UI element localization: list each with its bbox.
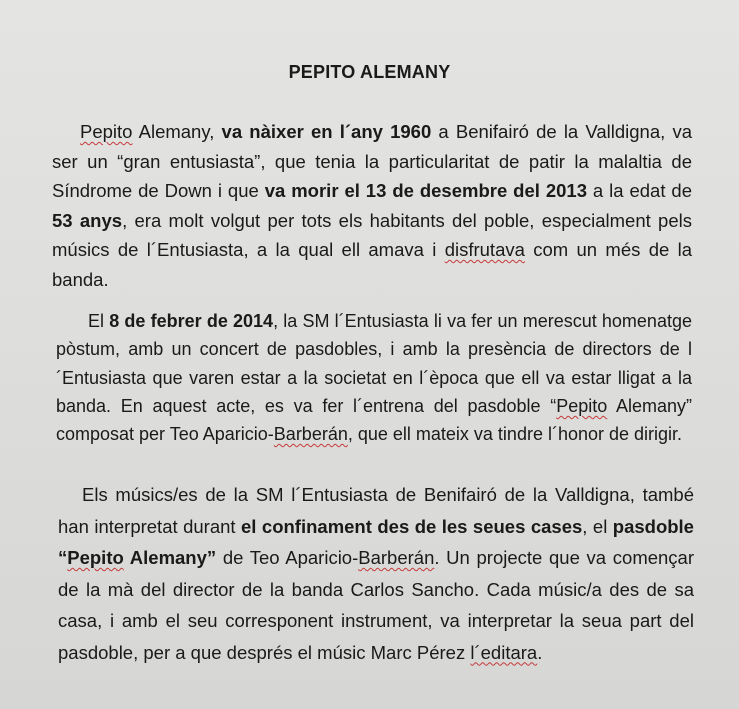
document-title: PEPITO ALEMANY — [288, 62, 451, 82]
spell-marked-word: disfrutava — [444, 239, 525, 260]
spell-marked-word: Barberán — [358, 547, 435, 568]
paragraph-1: Pepito Alemany, va nàixer en l´any 1960 a Benifairó de la Valldigna, va ser un “gran entusiasta”, que tenia la particularitat de patir la malaltia de Síndrome de Down i que va morir el 13 de desembre del 2013 a la edat de 53 anys, era molt volgut per tots els habitants del poble, especialment pels músics de l´Entusiasta, a la qual ell amava i disfrutava com un més de la banda. — [52, 121, 692, 290]
paragraph-3: Els músics/es de la SM l´Entusiasta de Benifairó de la Valldigna, també han interpretat durant el confinament des de les seues cases, el pasdoble “Pepito Alemany” de Teo Aparicio-Barberán. Un projecte que va començar de la mà del director de la banda Carlos Sancho. Cada músic/a des de sa casa, i amb el seu corresponent instrument, va interpretar la seua part del pasdoble, per a que després el músic Marc Pérez l´editara. — [58, 484, 695, 663]
spell-marked-word: Pepito — [67, 547, 124, 568]
spell-marked-word: Pepito — [80, 121, 133, 142]
spell-marked-word: Pepito — [556, 395, 608, 416]
spell-marked-word: Barberán — [273, 424, 348, 445]
paragraph-2: El 8 de febrer de 2014, la SM l´Entusiasta li va fer un merescut homenatge pòstum, amb un concert de pasdobles, i amb la presència de directors de l´Entusiasta que varen estar a la societat en l´època que ell va estar lligat a la banda. En aquest acte, es va fer l´entrena del pasdoble “Pepito Alemany” composat per Teo Aparicio-Barberán, que ell mateix va tindre l´honor de dirigir. — [56, 311, 692, 445]
spell-marked-word: l´editara — [470, 641, 538, 663]
